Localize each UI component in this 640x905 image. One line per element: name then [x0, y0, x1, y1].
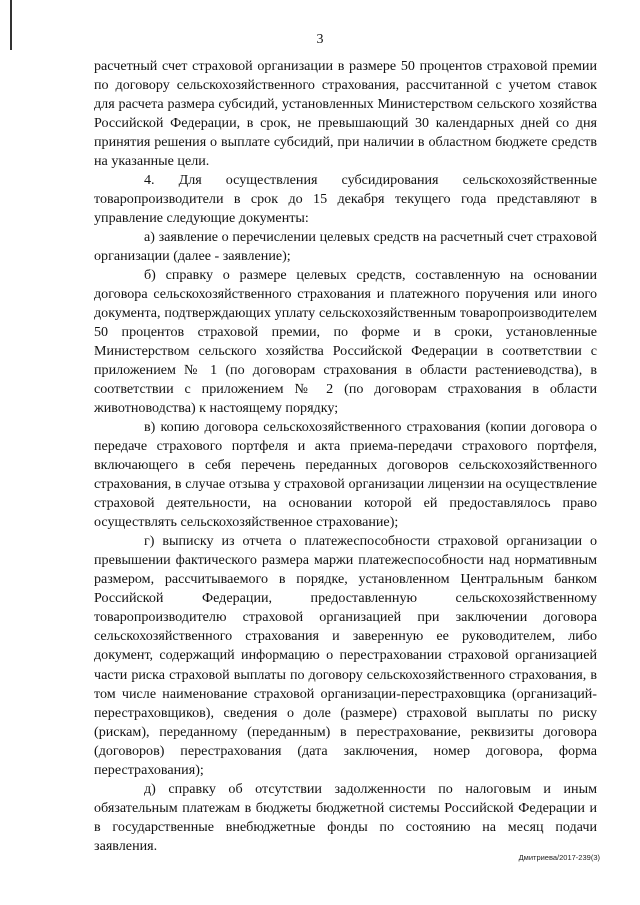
- paragraph-item-4: 4. Для осуществления субсидирования сельскохозяйственные товаропроизводители в срок до 15 декабря текущего года представляют в управление следующие документы:: [94, 172, 597, 227]
- paragraph-subitem-b: б) справку о размере целевых средств, составленную на основании договора сельскохозяйственного страхования и платежного поручения или иного документа, подтверждающих уплату сельскохозяйственным товаропроизводителем 50 процентов страховой премии, по форме и в сроки, установленные Министерством сельского хозяйства Российской Федерации в соответствии с приложением № 1 (по договорам страхования в области растениеводства), в соответствии с приложением № 2 (по договорам страхования в области животноводства) к настоящему порядку;: [94, 267, 597, 417]
- document-body: [94, 57, 597, 856]
- paragraph-subitem-v: в) копию договора сельскохозяйственного страхования (копии договора о передаче страхового портфеля и акта приема-передачи страхового портфеля, включающего в себя перечень переданных договоров сельскохозяйственного страхования, в случае отзыва у страховой организации лицензии на осуществление страховой деятельности, на основании которой ей предоставлялось право осуществлять сельскохозяйственное страхование);: [94, 419, 597, 531]
- paragraph-continuation: расчетный счет страховой организации в размере 50 процентов страховой премии по договору сельскохозяйственного страхования, рассчитанной с учетом ставок для расчета размера субсидий, установленных Министерством сельского хозяйства Российской Федерации, в срок, не превышающий 30 календарных дней со дня принятия решения о выплате субсидий, при наличии в областном бюджете средств на указанные цели.: [94, 58, 597, 170]
- document-footer-code: Дмитриева/2017-239(3): [518, 853, 600, 862]
- paragraph-subitem-a: а) заявление о перечислении целевых средств на расчетный счет страховой организации (далее - заявление);: [94, 229, 597, 265]
- page-number: 3: [316, 32, 324, 47]
- paragraph-subitem-d: д) справку об отсутствии задолженности по налоговым и иным обязательным платежам в бюджеты бюджетной системы Российской Федерации и в государственные внебюджетные фонды по состоянию на месяц подачи заявления.: [94, 780, 597, 854]
- paragraph-subitem-g: г) выписку из отчета о платежеспособности страховой организации о превышении фактического размера маржи платежеспособности над нормативным размером, рассчитываемого в порядке, установленном Центральным банком Российской Федерации, предоставленную сельскохозяйственному товаропроизводителю страховой организацией при заключении договора сельскохозяйственного страхования и заверенную ее руководителем, либо документ, содержащий информацию о перестраховании страховой организацией части риска страховой выплаты по договору сельскохозяйственного страхования, в том числе наименование страховой организации-перестраховщика (организаций-перестраховщиков), сведения о доле (размере) страховой выплаты по риску (рискам), переданному (переданным) в перестрахование, реквизиты договора (договоров) перестрахования (дата заключения, номер договора, форма перестрахования);: [94, 533, 597, 778]
